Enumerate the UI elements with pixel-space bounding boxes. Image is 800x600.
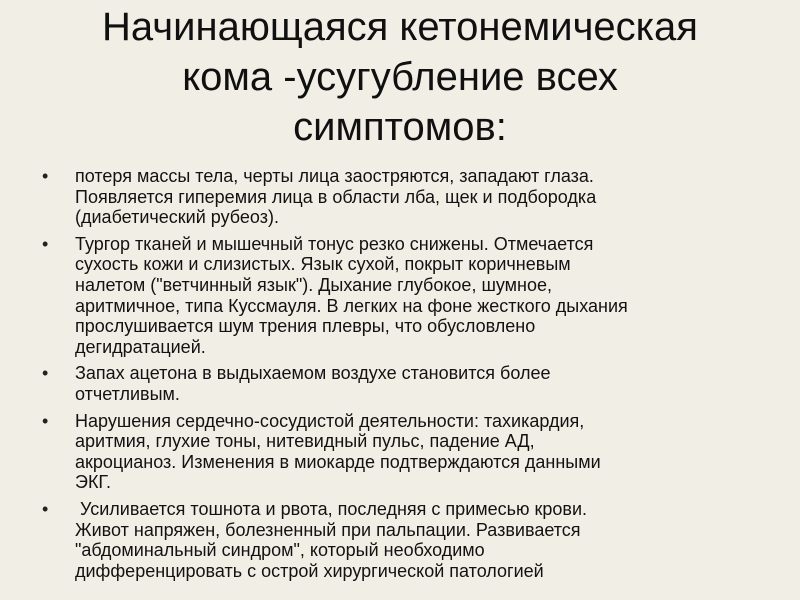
bullet-text-line: аритмия, глухие тоны, нитевидный пульс, падение АД, [75,431,535,452]
bullet-icon: • [42,363,49,384]
bullet-item-turgor [42,234,760,358]
bullet-item-acetone [42,363,760,404]
bullet-text-line: Живот напряжен, болезненный при пальпации. Развивается [75,519,581,540]
bullet-icon: • [42,498,49,519]
bullet-text-line: Тургор тканей и мышечный тонус резко снижены. Отмечается [75,233,594,254]
bullet-text-line: Нарушения сердечно-сосудистой деятельности: тахикардия, [75,410,585,431]
title-line: кома -усугубление всех [182,55,618,99]
bullet-text-line: дифференцировать с острой хирургической патологией [75,560,544,581]
title-line: симптомов: [293,105,507,149]
bullet-list [42,166,760,587]
bullet-item-nausea [42,499,760,581]
slide-title [40,2,760,152]
bullet-text-line: дегидратацией. [75,336,206,357]
bullet-text-line: сухость кожи и слизистых. Язык сухой, покрыт коричневым [75,254,571,275]
bullet-text-line: акроцианоз. Изменения в миокарде подтверждаются данными [75,451,601,472]
bullet-item-cardiovascular [42,411,760,493]
bullet-icon: • [42,166,49,186]
title-line: Начинающаяся кетонемическая [102,5,698,49]
bullet-text-line: отчетливым. [75,383,180,404]
bullet-text-line: Запах ацетона в выдыхаемом воздухе становится более [75,363,551,384]
bullet-text-line: аритмичное, типа Куссмауля. В легких на фоне жесткого дыхания [75,295,628,316]
bullet-text-line: Усиливается тошнота и рвота, последняя с примесью крови. [75,498,588,519]
bullet-icon: • [42,233,49,254]
bullet-text-line: налетом ("ветчинный язык"). Дыхание глубокое, шумное, [75,274,553,295]
bullet-text-line: прослушивается шум трения плевры, что обусловлено [75,316,536,337]
bullet-text-line: Появляется гиперемия лица в области лба, щек и подбородка [75,186,597,207]
bullet-icon: • [42,410,49,431]
bullet-item-weight-loss [42,166,760,228]
bullet-text-line: (диабетический рубеоз). [75,207,279,228]
bullet-text-line: "абдоминальный синдром", который необходимо [75,540,485,561]
bullet-text-line: потеря массы тела, черты лица заостряются, западают глаза. [75,166,594,186]
bullet-text-line: ЭКГ. [75,472,111,493]
